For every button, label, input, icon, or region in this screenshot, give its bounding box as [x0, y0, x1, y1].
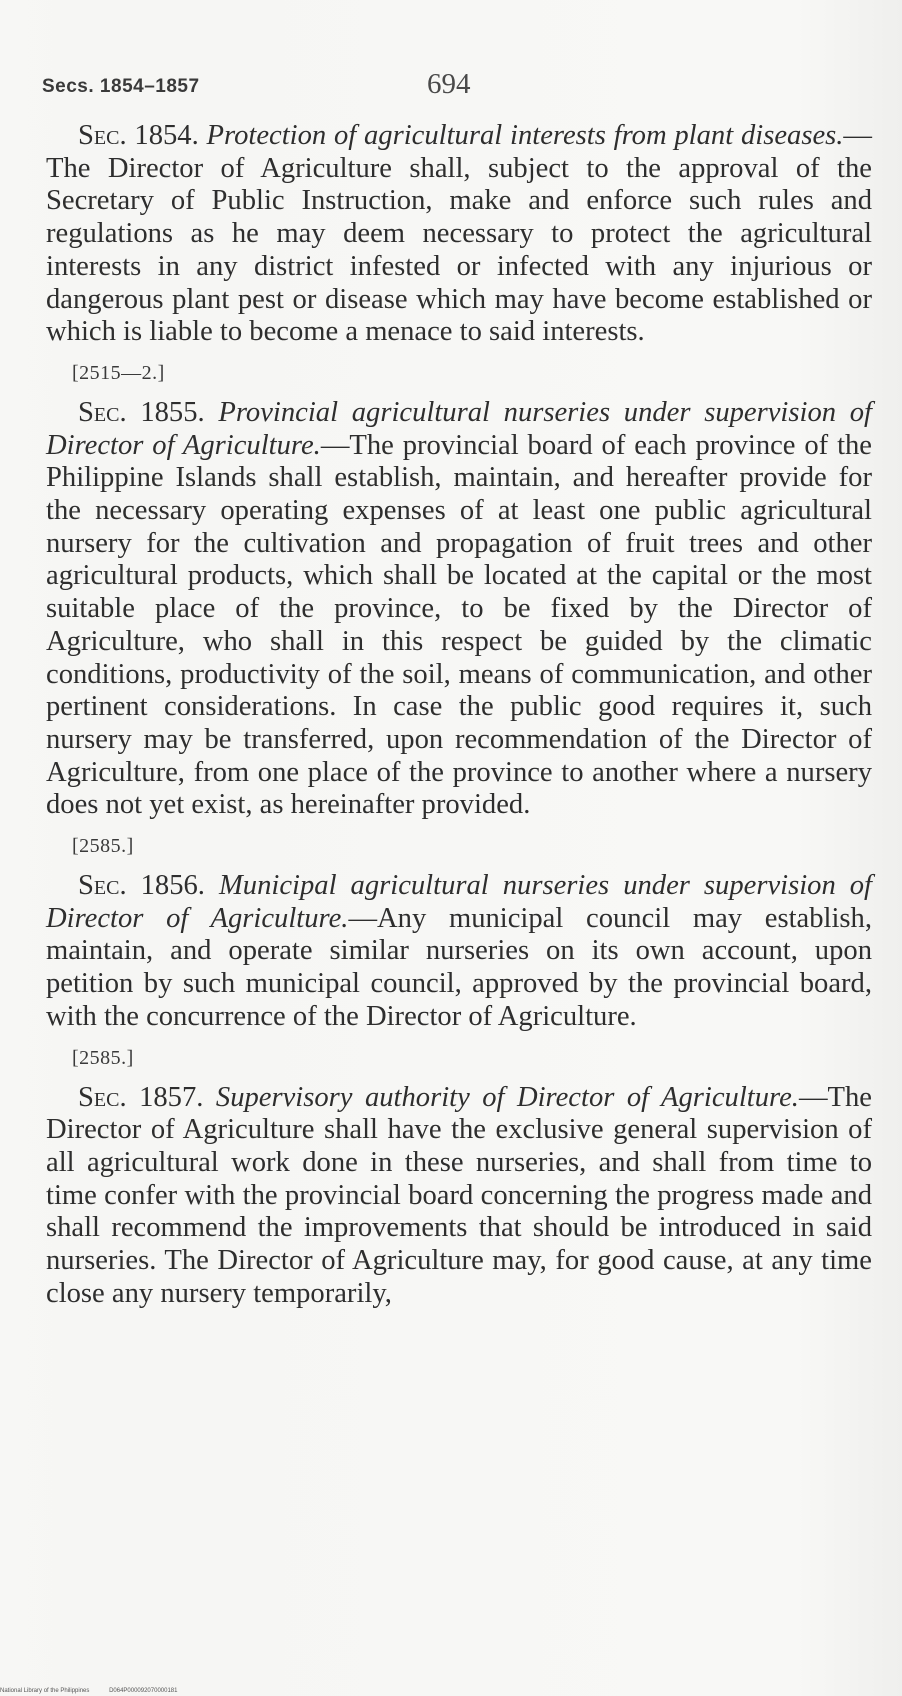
citation: [2585.]: [72, 835, 134, 858]
section-title: Protection of agricultural interests from plant diseases.: [206, 120, 844, 151]
section-paragraph: [46, 870, 872, 1034]
page-number: 694: [427, 68, 471, 100]
page-header: [42, 68, 872, 108]
section-body: —The Director of Agriculture shall have the exclusive general supervision of all agricultural work done in these nurseries, and shall from time to time confer with the provincial board concerning the progress made and shall recommend the improvements that should be introduced in said nurseries. The Director of Agriculture may, for good cause, at any time close any nursery temporarily,: [46, 1081, 872, 1309]
footer-library: National Library of the Philippines: [0, 1688, 90, 1694]
section-1855: [46, 397, 872, 822]
section-label: Sec. 1855.: [78, 396, 205, 428]
section-paragraph: [46, 1082, 872, 1311]
section-body: —Any municipal council may establish, maintain, and operate similar nurseries on its own account, upon petition by such municipal council, approved by the provincial board, with the concurrence of the Director of Agriculture.: [46, 902, 872, 1032]
footer-reference: D064P000092070000181: [109, 1688, 178, 1694]
section-paragraph: [46, 397, 872, 822]
running-head: Secs. 1854–1857: [42, 76, 200, 97]
section-label: Sec. 1854.: [78, 120, 199, 151]
section-1856: [46, 870, 872, 1034]
section-label: Sec. 1856.: [78, 870, 205, 902]
section-title: Provincial agricultural nurseries under supervision of Director of Agriculture.: [46, 396, 872, 461]
citation: [2585.]: [72, 1046, 134, 1069]
section-body: —The provincial board of each province of the Philippine Islands shall establish, maintain, and hereafter provide for the necessary operating expenses of at least one public agricultural nursery for the cultivation and propagation of fruit trees and other agricultural products, which shall be located at the capital or the most suitable place of the province, to be fixed by the Director of Agriculture, who shall in this respect be guided by the climatic conditions, productivity of the soil, means of communication, and other pertinent considerations. In case the public good requires it, such nursery may be transferred, upon recommendation of the Director of Agriculture, from one place of the province to another where a nursery does not yet exist, as hereinafter provided.: [46, 429, 872, 821]
document-body: [46, 120, 872, 1323]
scan-footer: [0, 1688, 195, 1694]
section-paragraph: [46, 120, 872, 349]
section-title: Supervisory authority of Director of Agriculture.: [215, 1081, 799, 1113]
section-title: Municipal agricultural nurseries under supervision of Director of Agriculture.: [46, 870, 873, 934]
section-body: —The Director of Agriculture shall, subject to the approval of the Secretary of Public Instruction, make and enforce such rules and regulations as he may deem necessary to protect the agricultural interests in any district infested or infected with any injurious or dangerous plant pest or disease which may have become established or which is liable to become a menace to said interests.: [46, 120, 873, 348]
citation: [2515—2.]: [72, 361, 165, 384]
section-1854: [46, 120, 872, 349]
section-1857: [46, 1082, 872, 1311]
section-label: Sec. 1857.: [78, 1081, 204, 1113]
